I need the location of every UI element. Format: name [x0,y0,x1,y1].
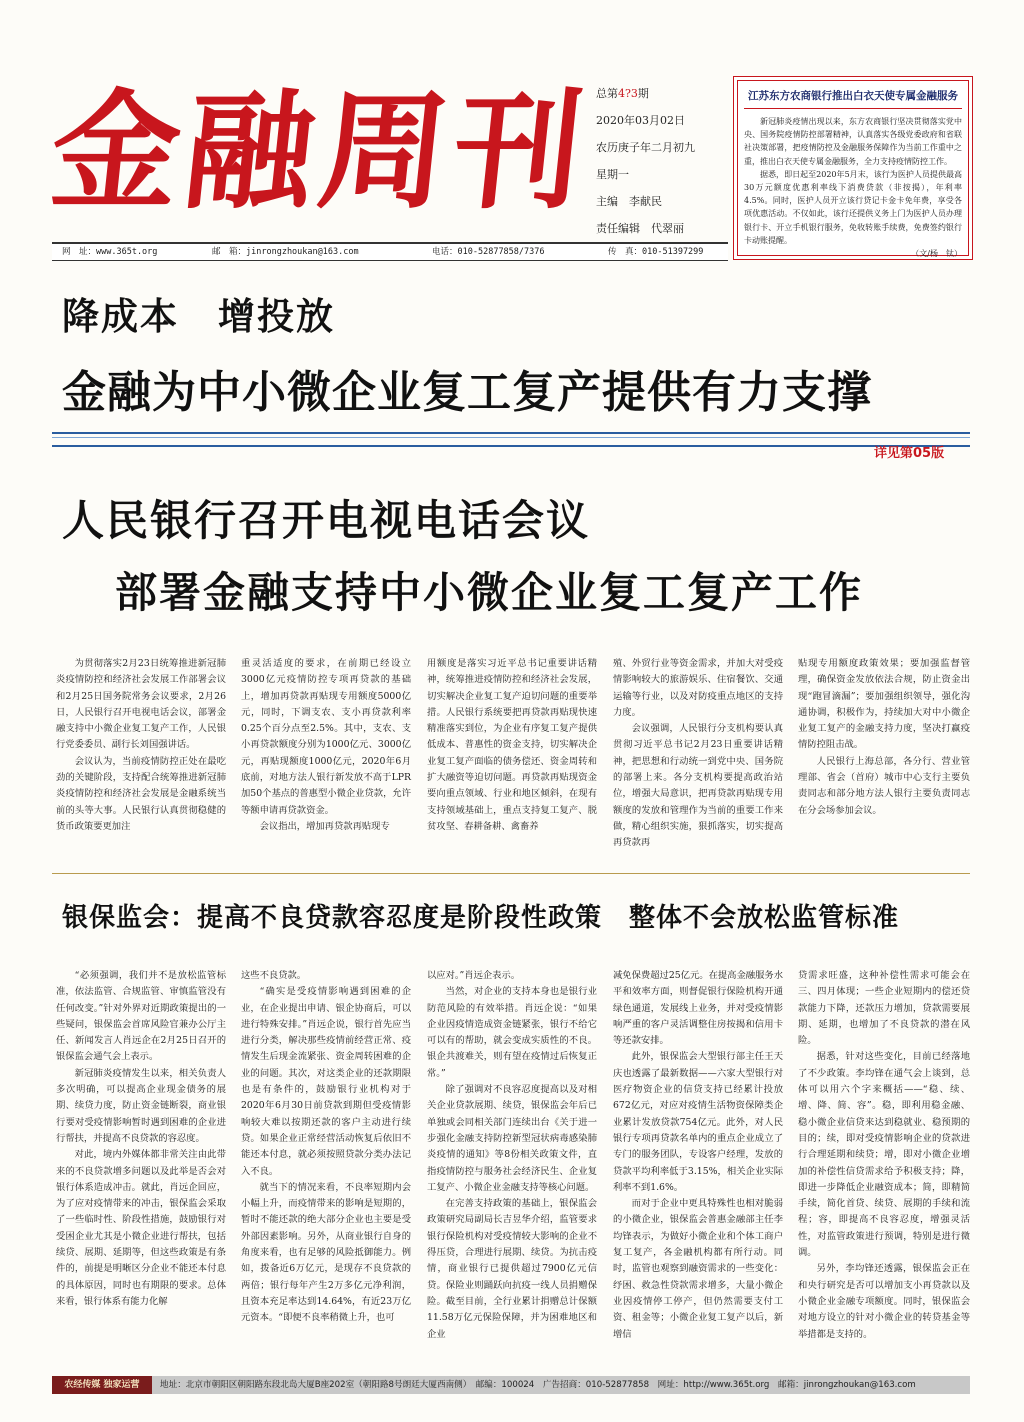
paragraph: 以应对。”肖远企表示。 [427,970,521,981]
story-one-column-5 [798,656,970,858]
fax-info: 传 真：010-51397299 [608,247,704,257]
paragraph: 减免保费超过25亿元。在提高金融服务水平和效率方面，则督促银行保险机构开通绿色通道，发展线上业务，并对受疫情影响严重的客户灵活调整住房按揭和信用卡等还款安排。 [613,970,783,1047]
section-divider [52,873,970,874]
paragraph: “确实是受疫情影响遇到困难的企业，在企业提出申请、银企协商后，可以进行特殊安排。”肖远企说，银行首先应当进行分类，解决那些疫情前经营正常、疫情发生后现金流紧张、资金周转困难的企业的问题。其次，对这类企业的还款期限也是有条件的，鼓励银行业机构对于2020年6月30日前贷款到期但受疫情影响较大难以按期还款的客户主动进行续贷。如果企业正常经营活动恢复后依旧不能还本付息，就必须按照贷款分类办法记入不良。 [241,986,411,1177]
paragraph: 重灵活适度的要求，在前期已经设立3000亿元疫情防控专项再贷款的基础上，增加再贷款再贴现专用额度5000亿元，同时，下调支农、支小再贷款利率0.25个百分点至2.5%。其中，支农、支小再贷款额度分别为1000亿元、3000亿元，再贴现额度1000亿元，2020年6月底前，对地方法人银行新发放不高于LPR加50个基点的普惠型小微企业贷款，允许等额申请再贷款资金。 [241,658,411,816]
story-one-headline-line1: 人民银行召开电视电话会议 [62,496,591,545]
paragraph: 会议指出，增加再贷款再贴现专 [259,820,390,832]
issue-prefix: 总第 [596,87,618,100]
paragraph: 据悉，针对这些变化，目前已经落地了不少政策。李均锋在通气会上谈到，总体可以用六个字来概括——“稳、续、增、降、简、容”。稳，即利用稳金融、稳小微企业信贷来达到稳就业、稳预期的目的；续，即对受疫情影响企业的贷款进行合理延期和续贷；增，即对小微企业增加的补偿性信贷需求给予积极支持；降，即进一步降低企业融资成本；简，即精简手续，简化首贷、续贷、展期的手续和流程；容，即提高不良容忍度，增强灵活性，对监管政策进行预调，特别是进行微调。 [798,1051,970,1259]
paragraph: 殖、外贸行业等资金需求，并加大对受疫情影响较大的旅游娱乐、住宿餐饮、交通运输等行业，以及对防疫重点地区的支持力度。 [613,658,783,718]
masthead [44,62,596,242]
masthead-title: 金融周刊 [44,77,596,227]
issue-number [596,80,726,107]
issue-info [596,80,726,242]
issue-number-value: 4?3 [618,87,638,100]
news-box-paragraph: 据悉，即日起至2020年5月末，该行为医护人员提供最高30万元额度优惠利率线下消费贷款（非按揭），年利率4.5%。同时，医护人员开立该行贷记卡金卡免年费，享受各项优惠活动。不仅如此，该行还提供义务上门为医护人员办理银行卡、开立手机银行服务，免收转账手续费，免费签约银行卡动账提醒。 [744,169,962,245]
lead-rule [52,432,970,447]
paragraph: 除了强调对不良容忍度提高以及对相关企业贷款展期、续贷，银保监会年后已单独或会同相关部门连续出台《关于进一步强化金融支持防控新型冠状病毒感染肺炎疫情的通知》等8份相关政策文件，直指疫情防控与服务社会经济民生、企业复工复产、小微企业金融支持等核心问题。 [427,1084,597,1193]
story-two-column-5 [798,968,970,1340]
paragraph: 会议认为，当前疫情防控正处在最吃劲的关键阶段，支持配合统筹推进新冠肺炎疫情防控和经济社会发展是金融系统当前的头等大事。人民银行认真贯彻稳健的货币政策要更加注 [56,755,226,832]
paragraph: 人民银行上海总部，各分行、营业管理部、省会（首府）城市中心支行主要负责同志和部分地方法人银行主要负责同志在分会场参加会议。 [798,755,970,816]
paragraph: 新冠肺炎疫情发生以来，相关负责人多次明确，可以提高企业现金债务的展期、续贷力度，防止资金链断裂，商业银行要对受疫情影响暂时遇到困难的企业进行帮扶，并提高不良贷款的容忍度。 [56,1067,226,1144]
email-info: 邮 箱：jinrongzhoukan@163.com [212,247,359,257]
paragraph: 在完善支持政策的基础上，银保监会政策研究局副局长吉昱华介绍，监管要求银行保险机构对受疫情较大影响的企业不得压贷，合理进行展期、续贷。为抗击疫情，商业银行已提供超过7900亿元信贷。保险业则踊跃向抗疫一线人员捐赠保险。截至目前，全行业累计捐赠总计保额11.58万亿元保险保障，并为困难地区和企业 [427,1198,597,1340]
paragraph: 这些不良贷款。 [241,970,307,981]
see-more-link[interactable]: 详见第05版 [874,446,945,461]
paragraph: 用额度是落实习近平总书记重要讲话精神，统筹推进疫情防控和经济社会发展，切实解决企业复工复产迫切问题的重要举措。人民银行系统要把再贷款再贴现快速精准落实到位，为企业有序复工复产提供低成本、普惠性的资金支持，切实解决企业复工复产面临的债务偿还、资金周转和扩大融资等迫切问题。再贷款再贴现资金要向重点领域、行业和地区倾斜，在现有支持领域基础上，重点支持复工复产、脱贫攻坚、春耕备耕、禽畜养 [427,658,597,832]
footer-bar [52,1376,970,1394]
story-one-column-4 [613,656,783,858]
story-two-headline: 银保监会：提高不良贷款容忍度是阶段性政策 整体不会放松监管标准 [62,903,900,933]
news-box-byline: （文/杨 钛） [911,249,962,259]
paragraph: 为贯彻落实2月23日统筹推进新冠肺炎疫情防控和经济社会发展工作部署会议和2月25日国务院常务会议要求，2月26日，人民银行召开电视电话会议，部署金融支持中小微企业复工复产工作，人民银行党委委员、副行长刘国强讲话。 [56,658,226,751]
news-box [733,76,973,260]
story-one-column-1 [56,656,226,858]
paragraph: 贴现专用额度政策效果；要加强监督管理，确保资金发放依法合规，防止资金出现“跑冒滴漏”；要加强组织领导，强化沟通协调，积极作为，持续加大对中小微企业复工复产的金融支持力度，坚决打赢疫情防控阻击战。 [798,658,970,751]
story-two-column-4 [613,968,783,1340]
story-two-column-2 [241,968,411,1332]
story-two-column-3 [427,968,597,1340]
footer-contact: 地址：北京市朝阳区朝阳路东段北岛大厦B座202室（朝阳路8号朗廷大厦西南侧） 邮编：100024 广告招商：010-52877858 网址：http://www.365t.org 邮箱：jinrongzhoukan@163.com [160,1380,916,1390]
paragraph: 另外，李均锋还透露，银保监会正在和央行研究是否可以增加支小再贷款以及小微企业金融专项额度。同时，银保监会对地方设立的针对小微企业的转贷基金等举措都是支持的。 [798,1263,970,1340]
website-info: 网 址：www.365t.org [62,247,158,257]
paragraph: 而对于企业中更具特殊性也相对脆弱的小微企业，银保监会普惠金融部主任李均锋表示，为做好小微企业和个体工商户复工复产，各金融机构都有所行动。同时，监管也观察到融资需求的一些变化：纾困、救急性贷款需求增多，大量小微企业因疫情停工停产，但仍然需要支付工资、租金等；小微企业复工复产以后，新增信 [613,1198,783,1340]
lead-headline: 金融为中小微企业复工复产提供有力支撑 [62,367,872,418]
paragraph: 此外，银保监会大型银行部主任王天庆也透露了最新数据——六家大型银行对医疗物资企业的信贷支持已经累计投放672亿元，对应对疫情生活物资保障类企业累计发放贷款754亿元。此外，对人民银行专项再贷款名单内的重点企业成立了专门的服务团队，专设客户经理，发放的贷款平均利率低于3.15%，相关企业实际利率不到1.6%。 [613,1051,783,1193]
story-one-headline-line2: 部署金融支持中小微企业复工复产工作 [115,568,864,617]
paragraph: 当然，对企业的支持本身也是银行业防范风险的有效举措。肖远企说：“如果企业因疫情造成资金链紧张，银行不给它可以有的帮助，就会变成实质性的不良。银企共渡难关，则有望在疫情过后恢复正常。” [427,986,597,1079]
weekday: 星期一 [596,168,629,181]
paragraph: 对此，境内外媒体都非常关注由此带来的不良贷款增多问题以及此举是否会对银行体系造成冲击。就此，肖远企回应，为了应对疫情带来的冲击，银保监会采取了一些临时性、阶段性措施，鼓励银行对受困企业尤其是小微企业进行帮扶，包括续贷、展期、延期等，但这些政策是有条件的，前提是明晰区分企业不能还本付息的具体原因，同时也有期限的要求。总体来看，银行体系有能力化解 [56,1149,226,1307]
news-box-paragraph: 新冠肺炎疫情出现以来，东方农商银行坚决贯彻落实党中央、国务院疫情防控部署精神，认真落实各级党委政府和省联社决策部署，把疫情防控及金融服务保障作为当前工作重中之重，推出白衣天使专属金融服务，全力支持疫情防控工作。 [744,117,962,166]
info-bar [52,242,728,261]
paragraph: 就当下的情况来看，不良率短期内会小幅上升，而疫情带来的影响是短期的，暂时不能还款的绝大部分企业也主要是受外部因素影响。另外，从商业银行自身的角度来看，也有足够的风险抵御能力。例如，拨备近6万亿元，是现存不良贷款的两倍；银行每年产生2万多亿元净利润，且资本充足率达到14.64%，有近23万亿元资本。“即便不良率稍微上升，也可 [241,1181,411,1324]
news-box-title: 江苏东方农商银行推出白衣天使专属金融服务 [744,81,962,109]
issue-suffix: 期 [637,87,649,100]
story-two-column-1 [56,968,226,1332]
phone-info: 电话：010-52877858/7376 [432,247,545,257]
paragraph: 会议强调，人民银行分支机构要认真贯彻习近平总书记2月23日重要讲话精神，把思想和行动统一到党中央、国务院的部署上来。各分支机构要提高政治站位，增强大局意识，把再贷款再贴现专用额度的发放和管理作为当前的重要工作来做，精心组织实施，狠抓落实，切实提高再贷款再 [613,723,783,849]
chief-editor: 主编 李献民 [596,195,662,208]
duty-editor: 责任编辑 代翠丽 [596,222,684,235]
paragraph: “必须强调，我们并不是放松监管标准，依法监管、合规监管、审慎监管没有任何改变。”针对外界对近期政策提出的一些疑问，银保监会首席风险官兼办公厅主任、新闻发言人肖远企在2月25日召开的银保监会通气会上表示。 [56,970,226,1063]
lead-kicker: 降成本 增投放 [62,295,335,338]
footer-tag: 农经传媒 独家运营 [52,1376,152,1394]
paragraph: 贷需求旺盛，这种补偿性需求可能会在三、四月体现；一些企业短期内的偿还贷款能力下降，还款压力增加，贷款需要展期、延期，也增加了不良贷款的潜在风险。 [798,970,970,1047]
issue-date: 2020年03月02日 [596,114,685,127]
story-one-column-3 [427,656,597,858]
story-one-column-2 [241,656,411,858]
lunar-date: 农历庚子年二月初九 [596,141,695,154]
